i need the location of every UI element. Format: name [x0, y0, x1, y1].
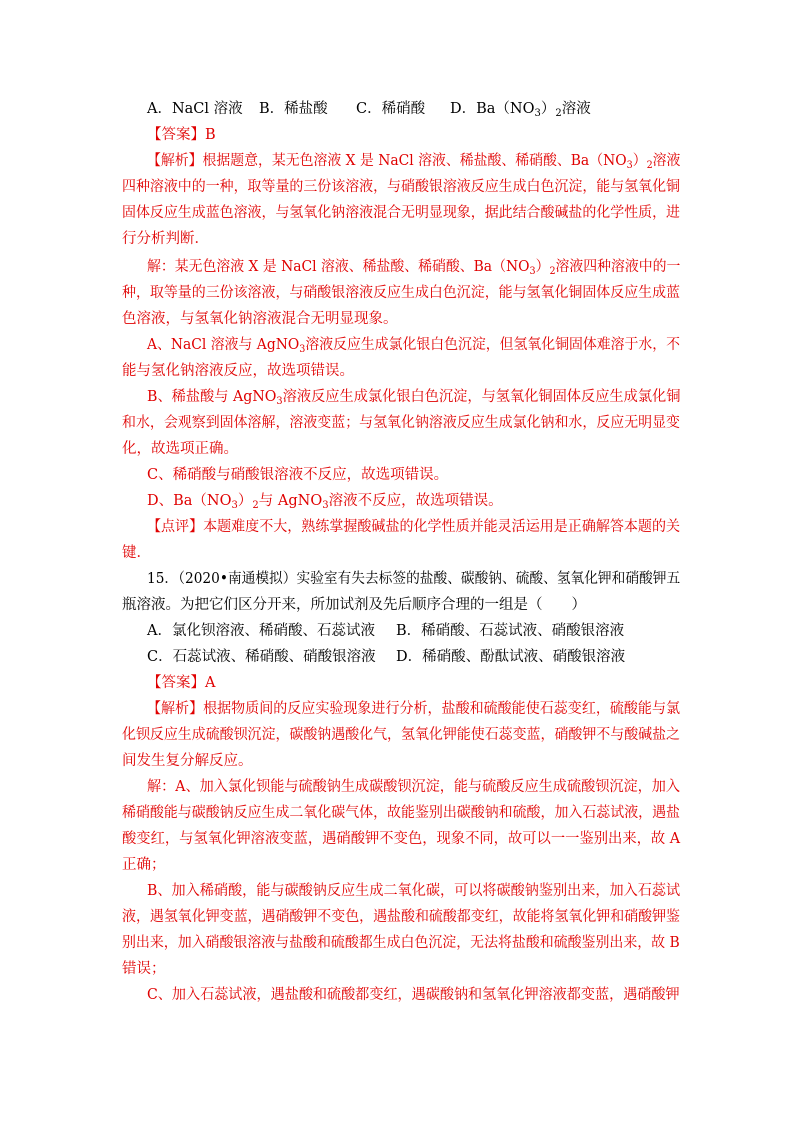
- q15-solution-line-5: B、加入稀硝酸，能与碳酸钠反应生成二氧化碳，可以将碳酸钠鉴别出来，加入石蕊试: [147, 883, 681, 899]
- q15-analysis-line-3: 间发生复分解反应。: [122, 753, 253, 769]
- q15-answer: 【答案】A: [147, 675, 216, 691]
- q15-solution-line-7: 别出来，加入硝酸银溶液与盐酸和硫酸都生成白色沉淀，无法将盐酸和硫酸鉴别出来，故 B: [122, 935, 680, 951]
- q14-comment-line-1: 【点评】本题难度不大，熟练掌握酸碱盐的化学性质并能灵活运用是正确解答本题的关: [147, 519, 680, 535]
- q14-option-b: B．稀盐酸: [259, 101, 328, 117]
- q15-option-b: B．稀硝酸、石蕊试液、硝酸银溶液: [396, 623, 625, 639]
- q15-solution-line-4: 正确；: [122, 857, 166, 873]
- q15-solution-line-6: 液，遇氢氧化钾变蓝，遇硝酸钾不变色，遇盐酸和硫酸都变红，故能将氢氧化钾和硝酸钾鉴: [122, 909, 680, 925]
- q14-explain-d: D、$Ba(NO_3)_2$与 AgNO$_3$溶液不反应，故选项错误。: [147, 493, 503, 511]
- q14-solution-line-3: 色溶液，与氢氧化钠溶液混合无明显现象。: [122, 311, 398, 327]
- q15-option-c: C．石蕊试液、稀硝酸、硝酸银溶液: [147, 649, 376, 665]
- q14-analysis-line-2: 四种溶液中的一种，取等量的三份该溶液，与硝酸银溶液反应生成白色沉淀，能与氢氧化铜: [122, 179, 680, 195]
- q15-stem-line-1: 15．（2020•南通模拟）实验室有失去标签的盐酸、碳酸钠、硫酸、氢氧化钾和硝酸钾五: [147, 571, 681, 587]
- q14-analysis-line-3: 固体反应生成蓝色溶液，与氢氧化钠溶液混合无明显现象，据此结合酸碱盐的化学性质，进: [122, 205, 680, 221]
- q14-answer: 【答案】B: [147, 127, 216, 143]
- q14-solution-line-1: 解：某无色溶液 X 是 NaCl 溶液、稀盐酸、稀硝酸、$Ba(NO_3)_2$溶液四种溶液中的一: [147, 259, 681, 277]
- q15-options-row-1: [147, 621, 624, 641]
- q14-comment-line-2: 键．: [122, 545, 151, 561]
- q15-option-a: A．氯化钡溶液、稀硝酸、石蕊试液: [147, 623, 375, 639]
- q15-stem-line-2: 瓶溶液。为把它们区分开来，所加试剂及先后顺序合理的一组是（ ）: [122, 597, 586, 613]
- q14-analysis-line-1: 【解析】根据题意，某无色溶液 X 是 NaCl 溶液、稀盐酸、稀硝酸、$Ba(NO_3)_2$溶液: [147, 153, 681, 171]
- q15-options-row-2: [147, 647, 625, 667]
- q14-explain-b-line-2: 和水，会观察到固体溶解，溶液变蓝；与氢氧化钠溶液反应生成氯化钠和水，反应无明显变: [122, 415, 680, 431]
- q14-explain-a-line-2: 能与氢化钠溶液反应，故选项错误。: [122, 363, 354, 379]
- q14-option-a: A．NaCl 溶液: [147, 101, 243, 117]
- q14-options-row: [147, 99, 591, 119]
- q15-solution-line-9: C、加入石蕊试液，遇盐酸和硫酸都变红，遇碳酸钠和氢氧化钾溶液都变蓝，遇硝酸钾: [147, 987, 680, 1003]
- q14-solution-line-2: 种，取等量的三份该溶液，与硝酸银溶液反应生成白色沉淀，能与氢氧化铜固体反应生成蓝: [122, 285, 680, 301]
- q14-option-c: C．稀硝酸: [356, 101, 426, 117]
- q14-explain-b-line-3: 化，故选项正确。: [122, 441, 238, 457]
- q15-solution-line-1: 解：A、加入氯化钡能与硫酸钠生成碳酸钡沉淀，能与硫酸反应生成硫酸钡沉淀，加入: [147, 779, 680, 795]
- q14-analysis-line-4: 行分析判断．: [122, 231, 209, 247]
- q14-explain-c: C、稀硝酸与硝酸银溶液不反应，故选项错误。: [147, 467, 449, 483]
- q15-solution-line-8: 错误；: [122, 961, 166, 977]
- q14-explain-a-line-1: A、NaCl 溶液与 AgNO$_3$溶液反应生成氯化银白色沉淀，但氢氧化铜固体难溶于水，不: [147, 337, 680, 355]
- q15-analysis-line-1: 【解析】根据物质间的反应实验现象进行分析，盐酸和硫酸能使石蕊变红，硫酸能与氯: [147, 701, 680, 717]
- q15-solution-line-2: 稀硝酸能与碳酸钠反应生成二氧化碳气体，故能鉴别出碳酸钠和硫酸，加入石蕊试液，遇盐: [122, 805, 680, 821]
- q15-solution-line-3: 酸变红，与氢氧化钾溶液变蓝，遇硝酸钾不变色，现象不同，故可以一一鉴别出来，故 A: [122, 831, 681, 847]
- q15-option-d: D．稀硝酸、酚酞试液、硝酸银溶液: [396, 649, 626, 665]
- q14-option-d: D．$Ba(NO_3)_2$溶液: [450, 101, 591, 119]
- q15-analysis-line-2: 化钡反应生成硫酸钡沉淀，碳酸钠遇酸化气，氢氧化钾能使石蕊变蓝，硝酸钾不与酸碱盐之: [122, 727, 680, 743]
- q14-explain-b-line-1: B、稀盐酸与 AgNO$_3$溶液反应生成氯化银白色沉淀，与氢氧化铜固体反应生成氯化铜: [147, 389, 681, 407]
